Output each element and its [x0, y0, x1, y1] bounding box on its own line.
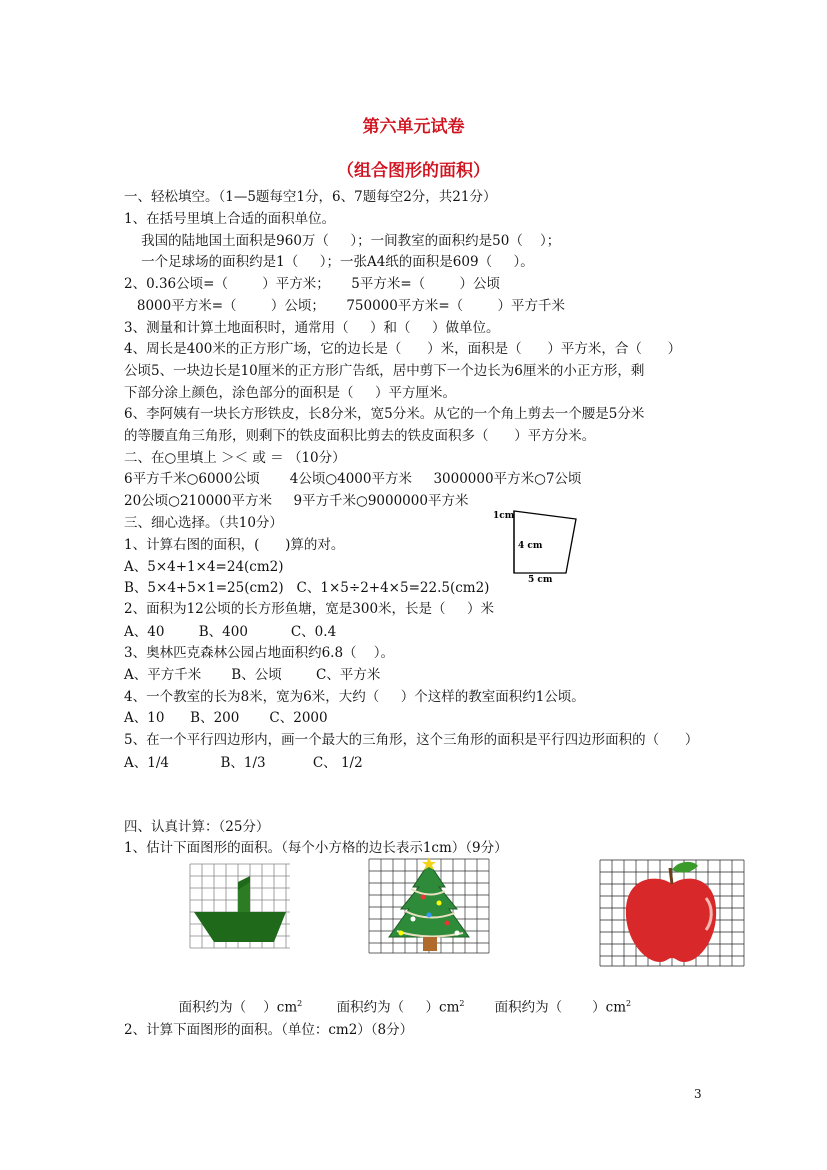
answer-text: 面积约为（ ）cm	[494, 999, 626, 1016]
answer-apple	[486, 977, 631, 1017]
question-line: 2、计算下面图形的面积。（单位：cm2）（8分）	[124, 1022, 414, 1038]
question-line: 的等腰直角三角形，则剩下的铁皮面积比剪去的铁皮面积多（ ）平方分米。	[124, 428, 596, 444]
question-line: 我国的陆地国土面积是960万（ ）；一间教室的面积约是50（ ）；	[124, 233, 561, 249]
answer-text: 面积约为（ ）cm	[178, 999, 298, 1016]
label-4cm: 4 cm	[518, 541, 543, 551]
section4-heading: 四、认真计算：（25分）	[124, 819, 270, 835]
option-line: A、10 B、200 C、2000	[124, 710, 328, 726]
option-line: A、5×4+1×4=24(cm2)	[124, 559, 284, 575]
question-line: 20公顷○210000平方米 9平方千米○9000000平方米	[124, 493, 469, 509]
question-line: 4、一个教室的长为8米，宽为6米，大约（ ）个这样的教室面积约1公顷。	[124, 689, 585, 705]
option-line: A、平方千米 B、公顷 C、平方米	[124, 667, 381, 683]
question-line: 2、面积为12公顷的长方形鱼塘，宽是300米，长是（ ）米	[124, 601, 494, 617]
page-title: 第六单元试卷	[362, 117, 465, 137]
question-line: 8000平方米=（ ）公顷； 750000平方米=（ ）平方千米	[124, 298, 566, 314]
tree-grid-figure	[367, 857, 491, 955]
apple-grid-figure	[598, 858, 746, 968]
question-line: 3、奥林匹克森林公园占地面积约6.8（ ）。	[124, 645, 394, 661]
label-5cm: 5 cm	[528, 575, 553, 585]
answer-tree	[328, 977, 465, 1017]
question-line: 5、在一个平行四边形内，画一个最大的三角形，这个三角形的面积是平行四边形面积的（ ）	[124, 732, 699, 748]
section3-heading: 三、细心选择。（共10分）	[124, 515, 283, 531]
question-line: 一个足球场的面积约是1（ ）；一张A4纸的面积是609（ ）。	[124, 254, 534, 270]
question-line: 公顷5、一块边长是10厘米的正方形广告纸，居中剪下一个边长为6厘米的小正方形，剩	[124, 363, 645, 379]
boat-grid-figure	[188, 862, 292, 950]
question-line: 下部分涂上颜色，涂色部分的面积是（ ）平方厘米。	[124, 385, 456, 401]
page-subtitle: （组合图形的面积）	[337, 161, 490, 181]
option-line: A、40 B、400 C、0.4	[124, 624, 337, 640]
unit-superscript: 2	[626, 999, 632, 1008]
option-line: A、1/4 B、1/3 C、 1/2	[124, 755, 363, 771]
question-line: 3、测量和计算土地面积时，通常用（ ）和（ ）做单位。	[124, 320, 500, 336]
label-1cm: 1cm	[493, 511, 515, 521]
question-line: 6平方千米○6000公顷 4公顷○4000平方米 3000000平方米○7公顷	[124, 471, 582, 487]
section1-heading: 一、轻松填空。（1—5题每空1分，6、7题每空2分，共21分）	[124, 189, 497, 205]
answer-text: 面积约为（ ）cm	[336, 999, 460, 1016]
unit-superscript: 2	[297, 999, 303, 1008]
section2-heading: 二、在○里填上 ＞＜ 或 ＝ （10分）	[124, 450, 346, 466]
question-line: 4、周长是400米的正方形广场，它的边长是（ ）米，面积是（ ）平方米，合（ ）	[124, 341, 682, 357]
option-line: B、5×4+5×1=25(cm2) C、1×5÷2+4×5=22.5(cm2)	[124, 580, 490, 596]
question-line: 6、李阿姨有一块长方形铁皮，长8分米，宽5分米。从它的一个角上剪去一个腰是5分米	[124, 406, 645, 422]
question-line: 1、计算右图的面积，( )算的对。	[124, 537, 345, 553]
question-line: 2、0.36公顷=（ ）平方米； 5平方米=（ ）公顷	[124, 276, 500, 292]
question-line: 1、估计下面图形的面积。（每个小方格的边长表示1cm）（9分）	[124, 840, 508, 856]
answer-boat	[170, 977, 302, 1017]
page-number: 3	[694, 1087, 702, 1101]
question-line: 1、在括号里填上合适的面积单位。	[124, 211, 336, 227]
unit-superscript: 2	[459, 999, 465, 1008]
trapezoid-figure	[488, 505, 588, 585]
